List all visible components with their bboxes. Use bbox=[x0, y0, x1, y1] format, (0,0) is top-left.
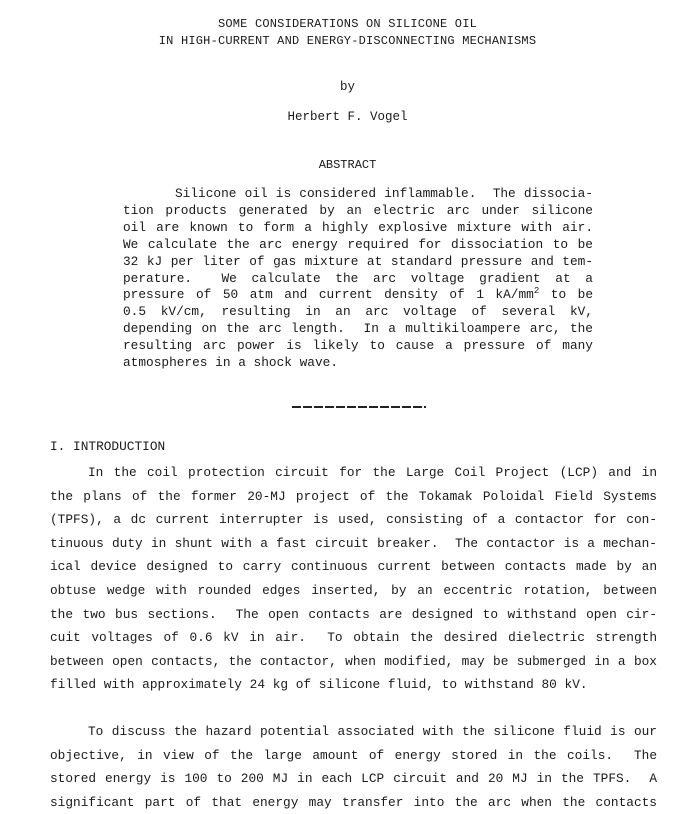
paragraph-line: filled with approximately 24 kg of silicone fluid, to withstand 80 kV. bbox=[50, 677, 588, 693]
title-line-2: IN HIGH-CURRENT AND ENERGY-DISCONNECTING MECHANISMS bbox=[158, 34, 537, 48]
abstract-line: We calculate the arc energy required for dissociation to be bbox=[123, 236, 593, 252]
abstract-body bbox=[123, 186, 593, 372]
byline: by bbox=[339, 80, 355, 94]
abstract-heading: ABSTRACT bbox=[318, 158, 377, 172]
paragraph-line: To discuss the hazard potential associated with the silicone fluid is our bbox=[88, 724, 657, 739]
paragraph-line: significant part of that energy may transfer into the arc when the contacts bbox=[50, 794, 657, 810]
section-divider bbox=[292, 406, 426, 408]
abstract-line: Silicone oil is considered inflammable. The dissocia- bbox=[175, 186, 593, 201]
abstract-line: atmospheres in a shock wave. bbox=[123, 355, 339, 371]
intro-paragraph-1 bbox=[50, 461, 657, 697]
paragraph-line: obtuse wedge with rounded edges inserted, by an eccentric rotation, between bbox=[50, 582, 657, 598]
author-name: Herbert F. Vogel bbox=[287, 110, 408, 124]
paragraph-line: objective, in view of the large amount of energy stored in the coils. The bbox=[50, 747, 657, 763]
abstract-line-tail: to be bbox=[539, 287, 594, 303]
title-line-1: SOME CONSIDERATIONS ON SILICONE OIL bbox=[217, 17, 478, 31]
abstract-line: depending on the arc length. In a multikiloampere arc, the bbox=[123, 321, 593, 337]
paragraph-line: (TPFS), a dc current interrupter is used, consisting of a contactor for con- bbox=[50, 512, 657, 528]
paragraph-line: the two bus sections. The open contacts are designed to withstand open cir- bbox=[50, 606, 657, 622]
superscript-exponent: 2 bbox=[533, 286, 540, 297]
abstract-line: perature. We calculate the arc voltage gradient at a bbox=[123, 270, 593, 286]
paper-title bbox=[0, 16, 695, 50]
abstract-line: 32 kJ per liter of gas mixture at standard pressure and tem- bbox=[123, 253, 593, 269]
abstract-line: resulting arc power is likely to cause a pressure of many bbox=[123, 338, 593, 354]
section-heading: I. INTRODUCTION bbox=[50, 439, 166, 454]
abstract-line bbox=[123, 287, 593, 304]
abstract-line-text: pressure of 50 atm and current density of 1 kA/mm bbox=[123, 287, 534, 303]
abstract-line: tion products generated by an electric arc under silicone bbox=[123, 202, 593, 218]
paragraph-line: tinuous duty in shunt with a fast circuit breaker. The contactor is a mechan- bbox=[50, 535, 657, 551]
paragraph-line: ical device designed to carry continuous current between contacts made by an bbox=[50, 559, 657, 575]
paragraph-line: between open contacts, the contactor, when modified, may be submerged in a box bbox=[50, 653, 657, 669]
paragraph-line: stored energy is 100 to 200 MJ in each LCP circuit and 20 MJ in the TPFS. A bbox=[50, 771, 657, 787]
abstract-line: 0.5 kV/cm, resulting in an arc voltage of several kV, bbox=[123, 304, 593, 320]
abstract-line: oil are known to form a highly explosive mixture with air. bbox=[123, 219, 593, 235]
paragraph-line: cuit voltages of 0.6 kV in air. To obtain the desired dielectric strength bbox=[50, 630, 657, 646]
paragraph-line: the plans of the former 20-MJ project of the Tokamak Poloidal Field Systems bbox=[50, 488, 657, 504]
paragraph-line: In the coil protection circuit for the Large Coil Project (LCP) and in bbox=[88, 465, 657, 480]
